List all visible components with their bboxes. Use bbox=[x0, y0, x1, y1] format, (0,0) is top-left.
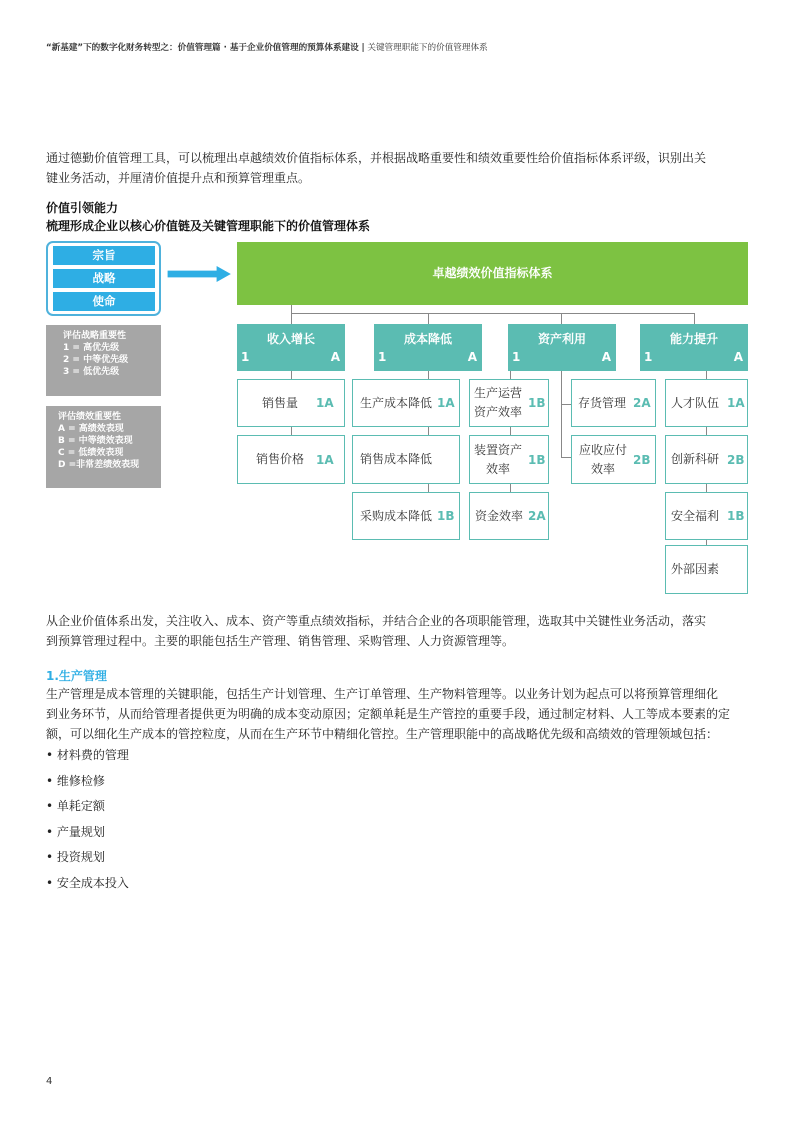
indicator-name: 人才队伍 bbox=[670, 395, 719, 410]
legend-item: A = 高绩效表现 bbox=[58, 424, 124, 434]
indicator-rating: 1B bbox=[528, 452, 546, 467]
indicator-name: 安全福利 bbox=[670, 508, 719, 523]
body-paragraph bbox=[46, 611, 748, 651]
indicator-receivable-payable-efficiency bbox=[571, 435, 656, 484]
purpose-item: 宗旨 bbox=[53, 246, 155, 265]
bullet-item: • 单耗定额 bbox=[46, 799, 105, 813]
category-strategic-rating: 1 bbox=[378, 350, 387, 364]
connector bbox=[291, 305, 292, 313]
legend-title: 评估绩效重要性 bbox=[58, 412, 122, 422]
indicator-name: 资金效率 bbox=[474, 508, 523, 523]
intro-line: 通过德勤价值管理工具，可以梳理出卓越绩效价值指标体系，并根据战略重要性和绩效重要性给价值指标体系评级，识别出关 bbox=[46, 151, 707, 165]
intro-line: 键业务活动，并厘清价值提升点和预算管理重点。 bbox=[46, 171, 311, 185]
page-number: 4 bbox=[46, 1076, 53, 1087]
indicator-rating: 2A bbox=[633, 396, 651, 410]
indicator-procurement-cost bbox=[352, 492, 460, 540]
indicator-name: 装置资产 bbox=[473, 442, 522, 457]
indicator-name: 生产运营 bbox=[473, 386, 522, 400]
indicator-rating: 1A bbox=[727, 396, 745, 410]
indicator-operating-asset-efficiency bbox=[469, 379, 549, 427]
indicator-innovation-research bbox=[665, 435, 748, 484]
header-section: 关键管理职能下的价值管理体系 bbox=[367, 43, 488, 53]
indicator-equipment-asset-efficiency bbox=[469, 435, 549, 484]
diagram-title-1: 价值引领能力 bbox=[46, 201, 119, 215]
indicator-rating: 1B bbox=[528, 396, 546, 410]
category-performance-rating: A bbox=[601, 350, 611, 364]
category-name: 成本降低 bbox=[403, 332, 452, 346]
category-name: 收入增长 bbox=[266, 332, 315, 346]
indicator-rating: 1A bbox=[437, 396, 455, 410]
body-line: 到预算管理过程中。主要的职能包括生产管理、销售管理、采购管理、人力资源管理等。 bbox=[46, 634, 515, 648]
indicator-rating: 1A bbox=[316, 452, 334, 467]
legend-item: 2 = 中等优先级 bbox=[63, 355, 129, 365]
purpose-item: 战略 bbox=[53, 269, 155, 288]
indicator-name: 外部因素 bbox=[670, 562, 719, 576]
connector bbox=[694, 313, 695, 324]
indicator-rating: 2A bbox=[528, 509, 546, 523]
indicator-name: 效率 bbox=[590, 461, 615, 476]
indicator-name: 效率 bbox=[485, 461, 510, 476]
category-strategic-rating: 1 bbox=[241, 350, 250, 364]
section-line: 额，可以细化生产成本的管控粒度，从而在生产环节中精细化管控。生产管理职能中的高战略优先级和高绩效的管理领域包括： bbox=[46, 727, 719, 741]
running-header bbox=[46, 41, 488, 53]
category-cost-reduction bbox=[374, 324, 482, 371]
indicator-external-factors bbox=[665, 545, 748, 594]
category-revenue-growth bbox=[237, 324, 345, 371]
diagram-title-2: 梳理形成企业以核心价值链及关键管理职能下的价值管理体系 bbox=[46, 219, 371, 233]
bullet-item: • 安全成本投入 bbox=[46, 876, 129, 890]
category-performance-rating: A bbox=[733, 350, 743, 364]
indicator-sales-volume bbox=[237, 379, 345, 427]
bullet-item: • 维修检修 bbox=[46, 774, 105, 788]
indicator-name: 销售成本降低 bbox=[359, 452, 432, 466]
body-line: 从企业价值体系出发，关注收入、成本、资产等重点绩效指标，并结合企业的各项职能管理，选取其中关键性业务活动，落实 bbox=[46, 614, 707, 628]
legend-item: 3 = 低优先级 bbox=[63, 367, 120, 377]
indicator-rating: 1B bbox=[727, 509, 745, 523]
indicator-safety-welfare bbox=[665, 492, 748, 540]
indicator-inventory-management bbox=[571, 379, 656, 427]
indicator-name: 资产效率 bbox=[473, 405, 522, 419]
category-performance-rating: A bbox=[330, 350, 340, 364]
category-capability-improvement bbox=[640, 324, 748, 371]
indicator-name: 创新科研 bbox=[670, 452, 719, 466]
legend-item: C = 低绩效表现 bbox=[58, 448, 124, 458]
category-strategic-rating: 1 bbox=[512, 350, 521, 364]
indicator-fund-efficiency bbox=[469, 492, 549, 540]
section-paragraph bbox=[46, 684, 748, 744]
section-line: 到业务环节，从而给管理者提供更为明确的成本变动原因；定额单耗是生产管控的重要手段，通过制定材料、人工等成本要素的定 bbox=[46, 707, 731, 721]
category-asset-utilization bbox=[508, 324, 616, 371]
connector bbox=[291, 313, 694, 314]
indicator-name: 采购成本降低 bbox=[359, 508, 432, 523]
indicator-name: 生产成本降低 bbox=[359, 395, 432, 410]
legend-item: D =非常差绩效表现 bbox=[58, 460, 140, 470]
indicator-name: 存货管理 bbox=[577, 395, 626, 410]
legend-item: 1 = 高优先级 bbox=[63, 343, 120, 353]
indicator-talent-team bbox=[665, 379, 748, 427]
performance-importance-legend bbox=[46, 406, 161, 488]
purpose-item: 使命 bbox=[53, 292, 155, 311]
connector bbox=[561, 313, 562, 324]
excellence-kpi-system: 卓越绩效价值指标体系 bbox=[237, 242, 748, 305]
indicator-name: 销售价格 bbox=[255, 452, 304, 466]
legend-title: 评估战略重要性 bbox=[63, 331, 127, 341]
indicator-production-cost bbox=[352, 379, 460, 427]
category-performance-rating: A bbox=[467, 350, 477, 364]
connector bbox=[428, 313, 429, 324]
indicator-rating: 2B bbox=[633, 452, 651, 467]
section-line: 生产管理是成本管理的关键职能，包括生产计划管理、生产订单管理、生产物料管理等。以业务计划为起点可以将预算管理细化 bbox=[46, 687, 719, 701]
connector bbox=[561, 371, 562, 457]
indicator-name: 销售量 bbox=[261, 395, 298, 410]
indicator-sales-price bbox=[237, 435, 345, 484]
header-separator: | bbox=[361, 43, 365, 53]
indicator-rating: 1B bbox=[437, 509, 455, 523]
category-name: 资产利用 bbox=[537, 332, 586, 346]
indicator-name: 应收应付 bbox=[578, 442, 627, 457]
indicator-sales-cost bbox=[352, 435, 460, 484]
section-title: 1.生产管理 bbox=[46, 669, 107, 683]
connector bbox=[291, 313, 292, 324]
header-title: “新基建”下的数字化财务转型之：价值管理篇 · 基于企业价值管理的预算体系建设 bbox=[46, 43, 359, 53]
indicator-rating: 1A bbox=[316, 396, 334, 410]
indicator-rating: 2B bbox=[727, 452, 745, 467]
category-name: 能力提升 bbox=[669, 332, 718, 346]
legend-item: B = 中等绩效表现 bbox=[58, 436, 133, 446]
bullet-item: • 材料费的管理 bbox=[46, 748, 129, 762]
category-strategic-rating: 1 bbox=[644, 350, 653, 364]
bullet-item: • 投资规划 bbox=[46, 850, 105, 864]
intro-paragraph bbox=[46, 148, 748, 188]
arrow-right-icon bbox=[166, 263, 234, 285]
bullet-item: • 产量规划 bbox=[46, 825, 105, 839]
strategic-importance-legend bbox=[46, 325, 161, 396]
